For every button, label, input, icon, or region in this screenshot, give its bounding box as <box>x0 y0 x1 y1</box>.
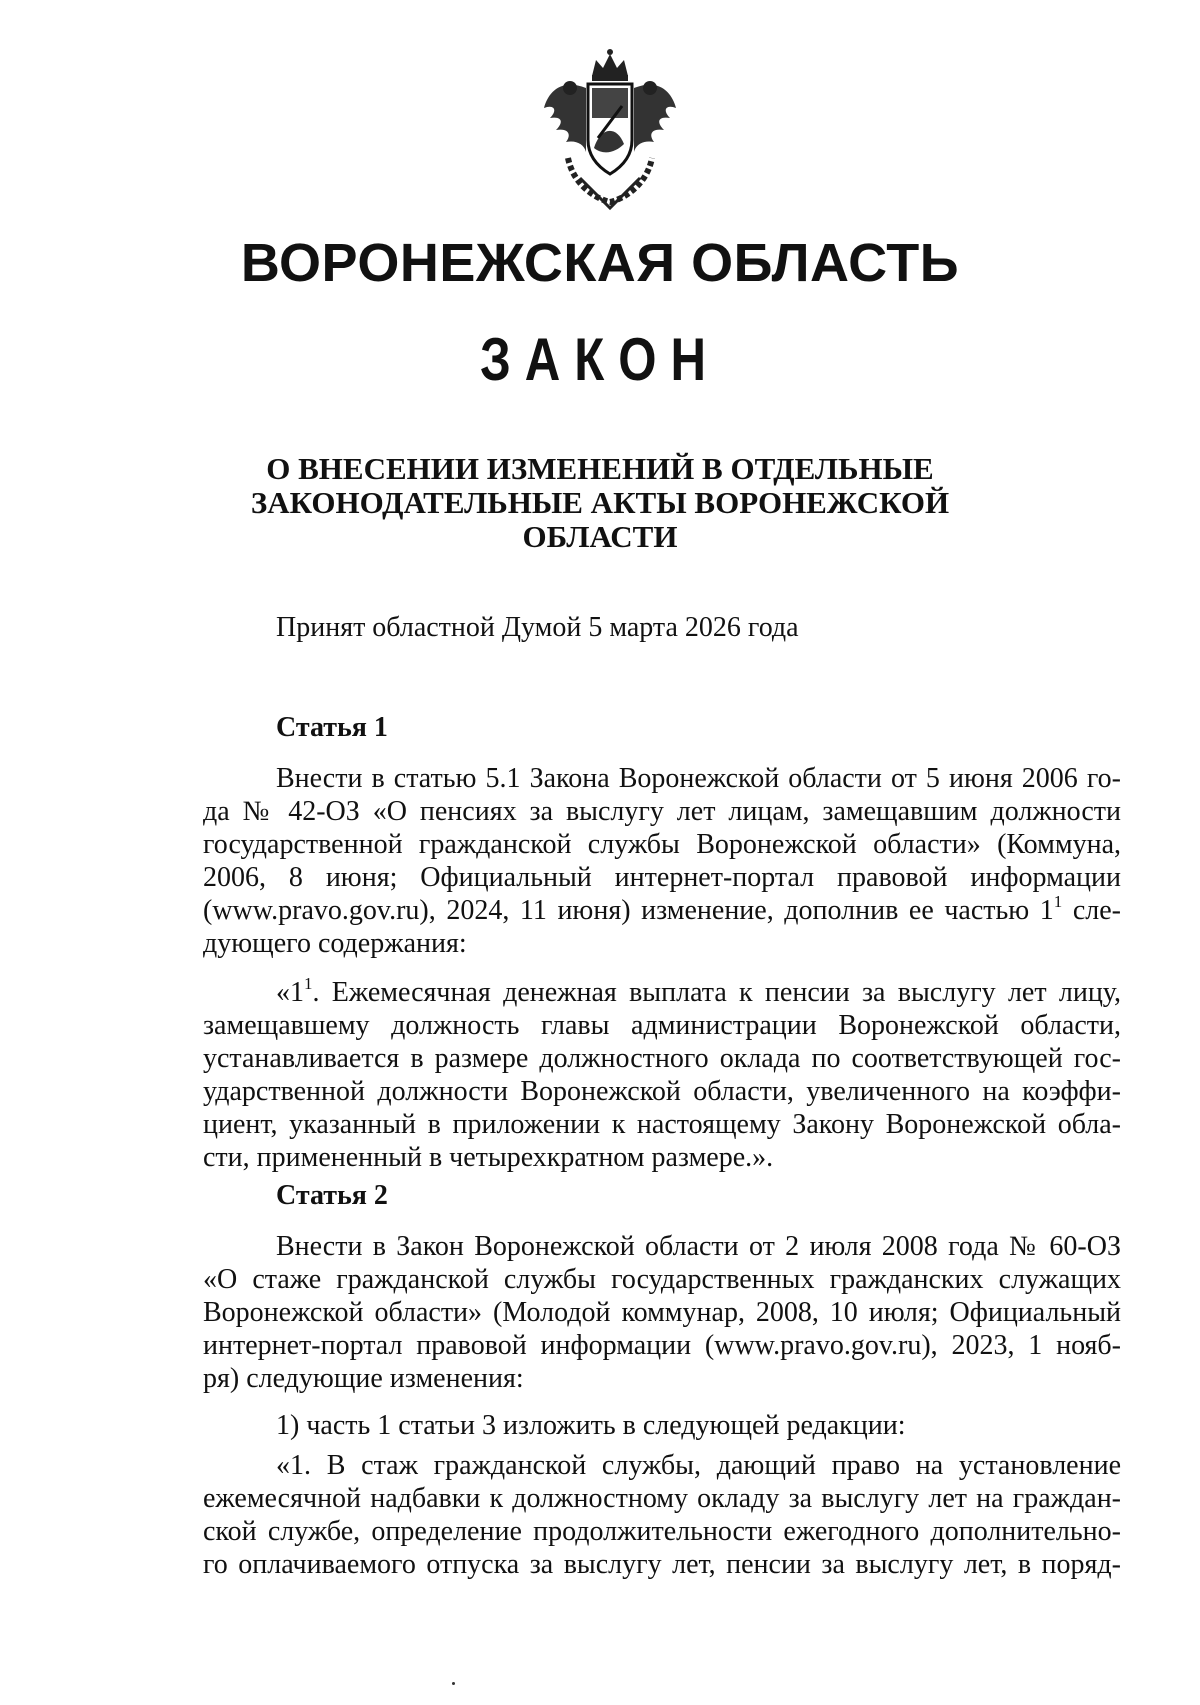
article-2-paragraph-1: Внести в Закон Воронежской области от 2 июля 2008 года № 60-ОЗ «О стаже гражданской службы государственных гражданских служащих Воронежской области» (Молодой коммунар, 2008, 10 июля; Официальный интернет-портал правовой информации (www.pravo.gov.ru), 2023, 1 нояб- ря) следующие изменения: <box>203 1231 1121 1394</box>
region-title: ВОРОНЕЖСКАЯ ОБЛАСТЬ <box>240 233 960 293</box>
coat-of-arms-icon <box>540 48 680 213</box>
scan-speck <box>452 1682 455 1685</box>
law-title-line: ОБЛАСТИ <box>522 519 678 554</box>
article-1-paragraph-2: «$1^1$. Ежемесячная денежная выплата к пенсии за выслугу лет лицу, замещавшему должность главы администрации Воронежской области, устанавливается в размере должностного оклада по соответствующей гос- ударственной должности Воронежской области, увеличенного на коэффи- циент, указанный в приложении к настоящему Закону Воронежской обла- сти, примененный в четырехкратном размере.». <box>203 974 1121 1173</box>
law-title-line: О ВНЕСЕНИИ ИЗМЕНЕНИЙ В ОТДЕЛЬНЫЕ <box>266 451 934 486</box>
law-title <box>0 452 1200 554</box>
article-1-paragraph-1: Внести в статью 5.1 Закона Воронежской области от 5 июня 2006 го- да № 42-ОЗ «О пенсиях за выслугу лет лицам, замещавшим должности государственной гражданской службы Воронежской области» (Коммуна, 2006, 8 июня; Официальный интернет-портал правовой информации (www.pravo.gov.ru), 2024, 11 июня) изменение, дополнив ее частью $1^1$ сле- дующего содержания: <box>203 763 1121 959</box>
article-2-paragraph-2: «1. В стаж гражданской службы, дающий право на установление ежемесячной надбавки к должностному окладу за выслугу лет на граждан- ской службе, определение продолжительности ежегодного дополнительно- го оплачиваемого отпуска за выслугу лет, пенсии за выслугу лет, в поряд- <box>203 1450 1121 1580</box>
article-2-item-1: 1) часть 1 статьи 3 изложить в следующей редакции: <box>276 1410 906 1441</box>
article-2-heading: Статья 2 <box>276 1180 388 1211</box>
article-1-heading: Статья 1 <box>276 712 388 743</box>
law-title-line: ЗАКОНОДАТЕЛЬНЫЕ АКТЫ ВОРОНЕЖСКОЙ <box>250 485 950 520</box>
document-type-title: ЗАКОН <box>480 326 720 393</box>
adoption-note: Принят областной Думой 5 марта 2026 года <box>276 612 799 643</box>
